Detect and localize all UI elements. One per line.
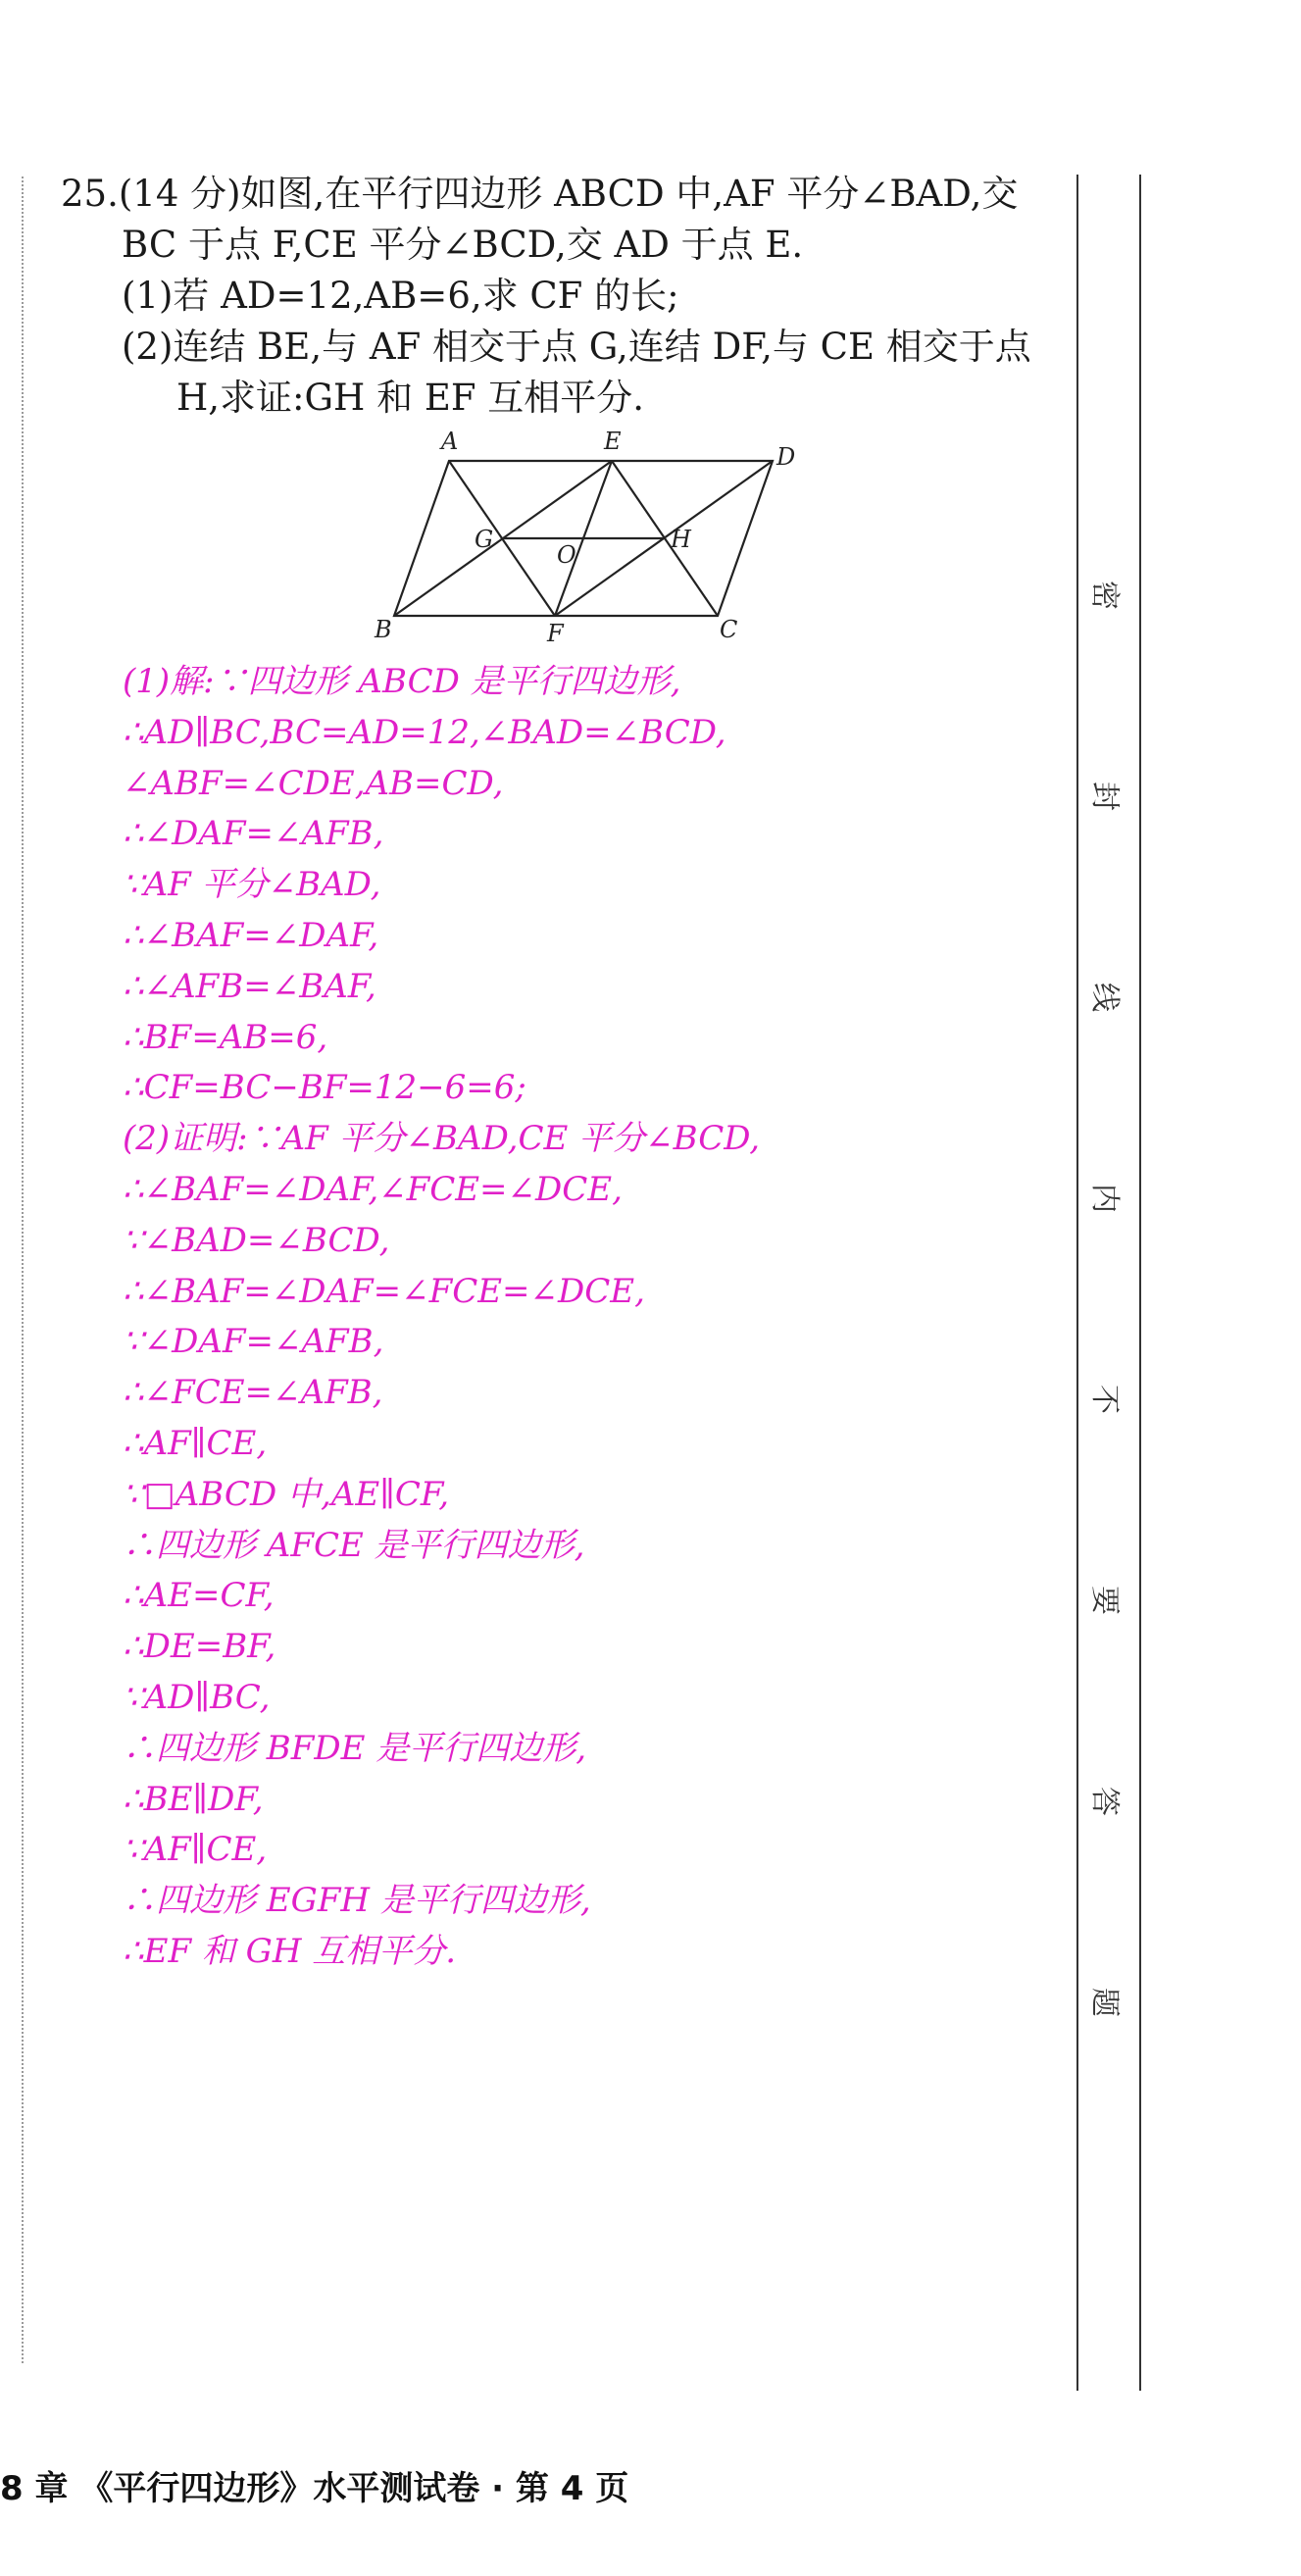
solution-line: ∠ABF=∠CDE,AB=CD, xyxy=(123,763,504,803)
point-label-c: C xyxy=(720,616,738,643)
solution-line: (1)解:∵四边形 ABCD 是平行四边形, xyxy=(123,662,681,701)
point-label-o: O xyxy=(557,541,576,569)
point-label-f: F xyxy=(547,620,564,645)
solution-line: ∴∠BAF=∠DAF, xyxy=(123,915,379,955)
solution-line: ∴EF 和 GH 互相平分. xyxy=(123,1931,457,1971)
solution-line: ∴∠DAF=∠AFB, xyxy=(123,814,384,854)
problem-statement xyxy=(61,169,1061,424)
seal-char: 要 xyxy=(1087,1586,1122,1615)
problem-line: BC 于点 F,CE 平分∠BCD,交 AD 于点 E. xyxy=(122,224,804,266)
problem-line: (2)连结 BE,与 AF 相交于点 G,连结 DF,与 CE 相交于点 xyxy=(122,326,1031,368)
problem-line: H,求证:GH 和 EF 互相平分. xyxy=(176,377,645,419)
solution-line: (2)证明:∵AF 平分∠BAD,CE 平分∠BCD, xyxy=(123,1119,761,1159)
solution-line: ∴四边形 BFDE 是平行四边形, xyxy=(123,1728,587,1768)
point-label-g: G xyxy=(475,526,494,553)
solution-line: ∵□ABCD 中,AE∥CF, xyxy=(123,1474,450,1514)
point-label-b: B xyxy=(375,616,392,643)
parallelogram-figure xyxy=(363,428,814,645)
page-footer: 8 章 《平行四边形》水平测试卷 · 第 4 页 xyxy=(0,2469,629,2508)
solution-text xyxy=(123,657,1044,1978)
seal-column xyxy=(1076,177,1139,2393)
solution-line: ∴∠BAF=∠DAF,∠FCE=∠DCE, xyxy=(123,1169,623,1209)
solution-line: ∴AF∥CE, xyxy=(123,1423,268,1463)
solution-line: ∵∠BAD=∠BCD, xyxy=(123,1220,390,1260)
solution-line: ∴∠BAF=∠DAF=∠FCE=∠DCE, xyxy=(123,1271,645,1311)
seal-char: 密 xyxy=(1087,581,1122,610)
seal-char: 线 xyxy=(1087,983,1122,1012)
seal-char: 题 xyxy=(1087,1988,1122,2017)
solution-line: ∴四边形 EGFH 是平行四边形, xyxy=(123,1881,591,1921)
solution-line: ∴BF=AB=6, xyxy=(123,1017,328,1057)
solution-line: ∴DE=BF, xyxy=(123,1627,276,1667)
solution-line: ∵AF∥CE, xyxy=(123,1830,268,1870)
seal-char: 答 xyxy=(1087,1787,1122,1816)
solution-line: ∴四边形 AFCE 是平行四边形, xyxy=(123,1525,585,1565)
solution-line: ∵AD∥BC, xyxy=(123,1677,271,1717)
solution-line: ∵∠DAF=∠AFB, xyxy=(123,1322,384,1362)
solution-line: ∵AF 平分∠BAD, xyxy=(123,865,381,905)
seal-char: 封 xyxy=(1087,782,1122,811)
solution-line: ∴CF=BC−BF=12−6=6; xyxy=(123,1068,526,1108)
point-label-a: A xyxy=(441,428,459,455)
binding-dotted-line xyxy=(22,177,24,2363)
solution-line: ∴AE=CF, xyxy=(123,1576,275,1616)
seal-char: 内 xyxy=(1087,1184,1122,1213)
solution-line: ∴BE∥DF, xyxy=(123,1779,264,1819)
point-label-h: H xyxy=(671,526,691,553)
seal-char: 不 xyxy=(1087,1385,1122,1414)
point-label-e: E xyxy=(604,428,622,455)
solution-line: ∴∠AFB=∠BAF, xyxy=(123,966,376,1006)
problem-line: 25.(14 分)如图,在平行四边形 ABCD 中,AF 平分∠BAD,交 xyxy=(61,173,1019,215)
problem-line: (1)若 AD=12,AB=6,求 CF 的长; xyxy=(122,275,679,317)
solution-line: ∴AD∥BC,BC=AD=12,∠BAD=∠BCD, xyxy=(123,712,726,752)
seal-border-right xyxy=(1139,175,1141,2391)
solution-line: ∴∠FCE=∠AFB, xyxy=(123,1373,383,1413)
point-label-d: D xyxy=(776,443,796,471)
